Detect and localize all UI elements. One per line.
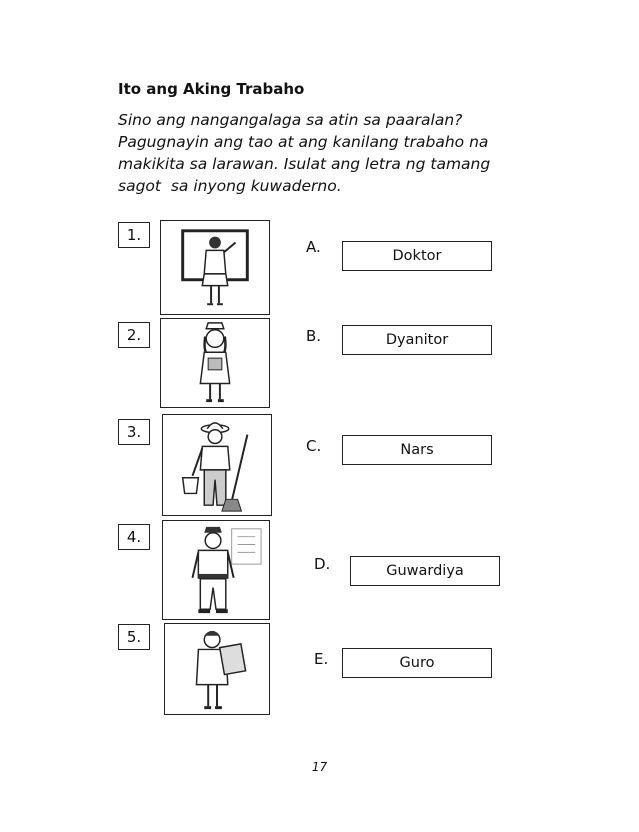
instruction-line: sagot sa inyong kuwaderno. [118, 177, 342, 195]
choice-letter-b: B. [306, 327, 322, 345]
janitor-icon [163, 415, 271, 515]
answer-box-dyanitor: Dyanitor [342, 325, 492, 355]
item-number-2: 2. [118, 322, 150, 348]
guard-icon [163, 521, 269, 619]
item-number-1: 1. [118, 222, 150, 248]
instructions [118, 109, 538, 197]
item-number-3: 3. [118, 419, 150, 445]
guard-picture [162, 520, 270, 620]
choice-letter-a: A. [306, 238, 321, 256]
janitor-picture [162, 414, 272, 516]
worksheet-title: Ito ang Aking Trabaho [118, 80, 305, 98]
choice-letter-c: C. [306, 437, 322, 455]
nurse-picture [160, 318, 270, 408]
instruction-line: makikita sa larawan. Isulat ang letra ng tamang [118, 155, 491, 173]
page-number: 17 [311, 760, 328, 774]
choice-letter-e: E. [314, 650, 329, 668]
nurse-icon [161, 319, 269, 407]
answer-box-doktor: Doktor [342, 241, 492, 271]
item-number-5: 5. [118, 624, 150, 650]
answer-box-guwardiya: Guwardiya [350, 556, 500, 586]
item-number-4: 4. [118, 524, 150, 550]
answer-box-guro: Guro [342, 648, 492, 678]
teacher-icon [161, 221, 269, 314]
instruction-line: Sino ang nangangalaga sa atin sa paaralan? [118, 111, 463, 129]
choice-letter-d: D. [314, 555, 331, 573]
teacher-picture [160, 220, 270, 315]
answer-box-nars: Nars [342, 435, 492, 465]
instruction-line: Pagugnayin ang tao at ang kanilang trabaho na [118, 133, 489, 151]
doctor-picture [164, 623, 270, 715]
doctor-icon [165, 624, 269, 714]
